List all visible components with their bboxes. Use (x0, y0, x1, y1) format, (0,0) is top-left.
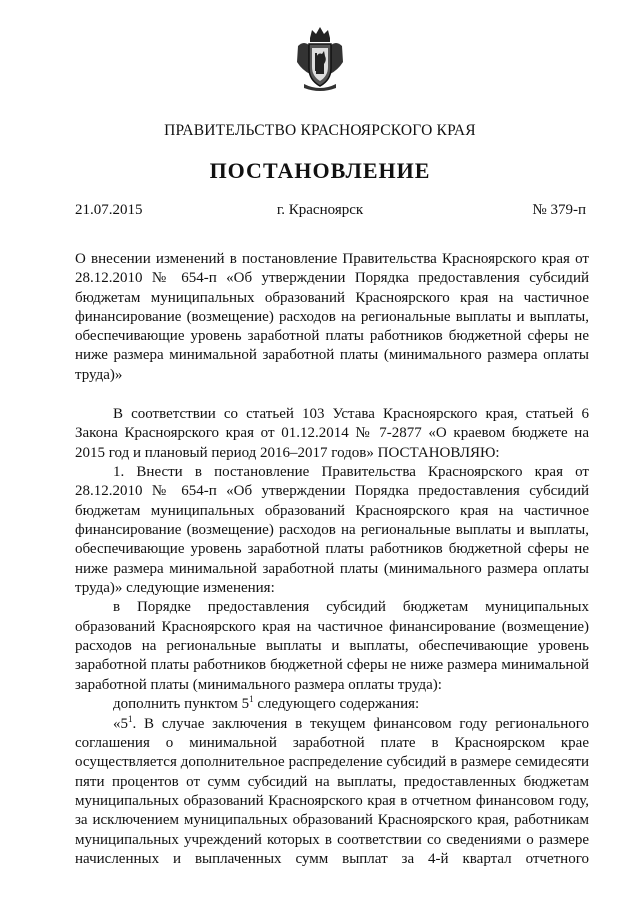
clause-superscript: 1 (128, 713, 133, 724)
item-1-paragraph: 1. Внести в постановление Правительства Красноярского края от 28.12.2010 № 654-п «Об утверждении Порядка предоставления субсидий бюджетам муниципальных образований Красноярского края на частичное финансирование (возмещение) расходов на региональные выплаты и выплаты, обеспечивающие уровень заработной платы работников бюджетной сферы не ниже размера минимальной заработной платы (минимального размера оплаты труда)» следующие изменения: (75, 464, 589, 597)
clause-5-1-paragraph (75, 715, 589, 870)
document-date: 21.07.2015 (75, 202, 143, 218)
preamble-paragraph: В соответствии со статьей 103 Устава Красноярского края, статьей 6 Закона Красноярского края от 01.12.2014 № 7-2877 «О краевом бюджете на 2015 год и плановый период 2016–2017 годов» ПОСТАНОВЛЯЮ: (75, 406, 589, 461)
clause-number-text: «5 (113, 715, 128, 732)
add-clause-paragraph (75, 695, 589, 714)
clause-5-1-text: . В случае заключения в текущем финансовом году регионального соглашения о минимальной заработной плате в Красноярском крае осуществляется дополнительное распределение субсидий в размере семидесяти пяти процентов от сумм субсидий на выплаты, предоставленных бюджетам муниципальных образований Красноярского края в отчетном финансовом году, за исключением муниципальных образований Красноярского края, работникам муниципальных учреждений которых в соответствии со сведениями о размере начисленных и выплаченных сумм выплат за 4-й квартал отчетного (75, 715, 589, 867)
document-body (75, 405, 589, 869)
document-type: ПОСТАНОВЛЕНИЕ (209, 158, 431, 183)
document-title: О внесении изменений в постановление Правительства Красноярского края от 28.12.2010 № 654-п «Об утверждении Порядка предоставления субсидий бюджетам муниципальных образований Красноярского края на частичное финансирование (возмещение) расходов на региональные выплаты и выплаты, обеспечивающие уровень заработной платы работников бюджетной сферы не ниже размера минимальной заработной платы (минимального размера оплаты труда)» (75, 251, 589, 383)
organization-name: ПРАВИТЕЛЬСТВО КРАСНОЯРСКОГО КРАЯ (164, 122, 476, 139)
document-city: г. Красноярск (276, 202, 364, 218)
clause-superscript: 1 (249, 694, 254, 705)
document-number: № 379-п (532, 202, 586, 218)
add-clause-text: дополнить пунктом 5 (113, 696, 250, 713)
procedure-paragraph: в Порядке предоставления субсидий бюджетам муниципальных образований Красноярского края на частичное финансирование (возмещение) расходов на региональные выплаты и выплаты, обеспечивающие уровень заработной платы работников бюджетной сферы не ниже размера минимальной заработной платы (минимального размера оплаты труда): (75, 599, 589, 693)
coat-of-arms-icon (294, 24, 346, 92)
add-clause-text-end: следующего содержания: (253, 696, 420, 713)
